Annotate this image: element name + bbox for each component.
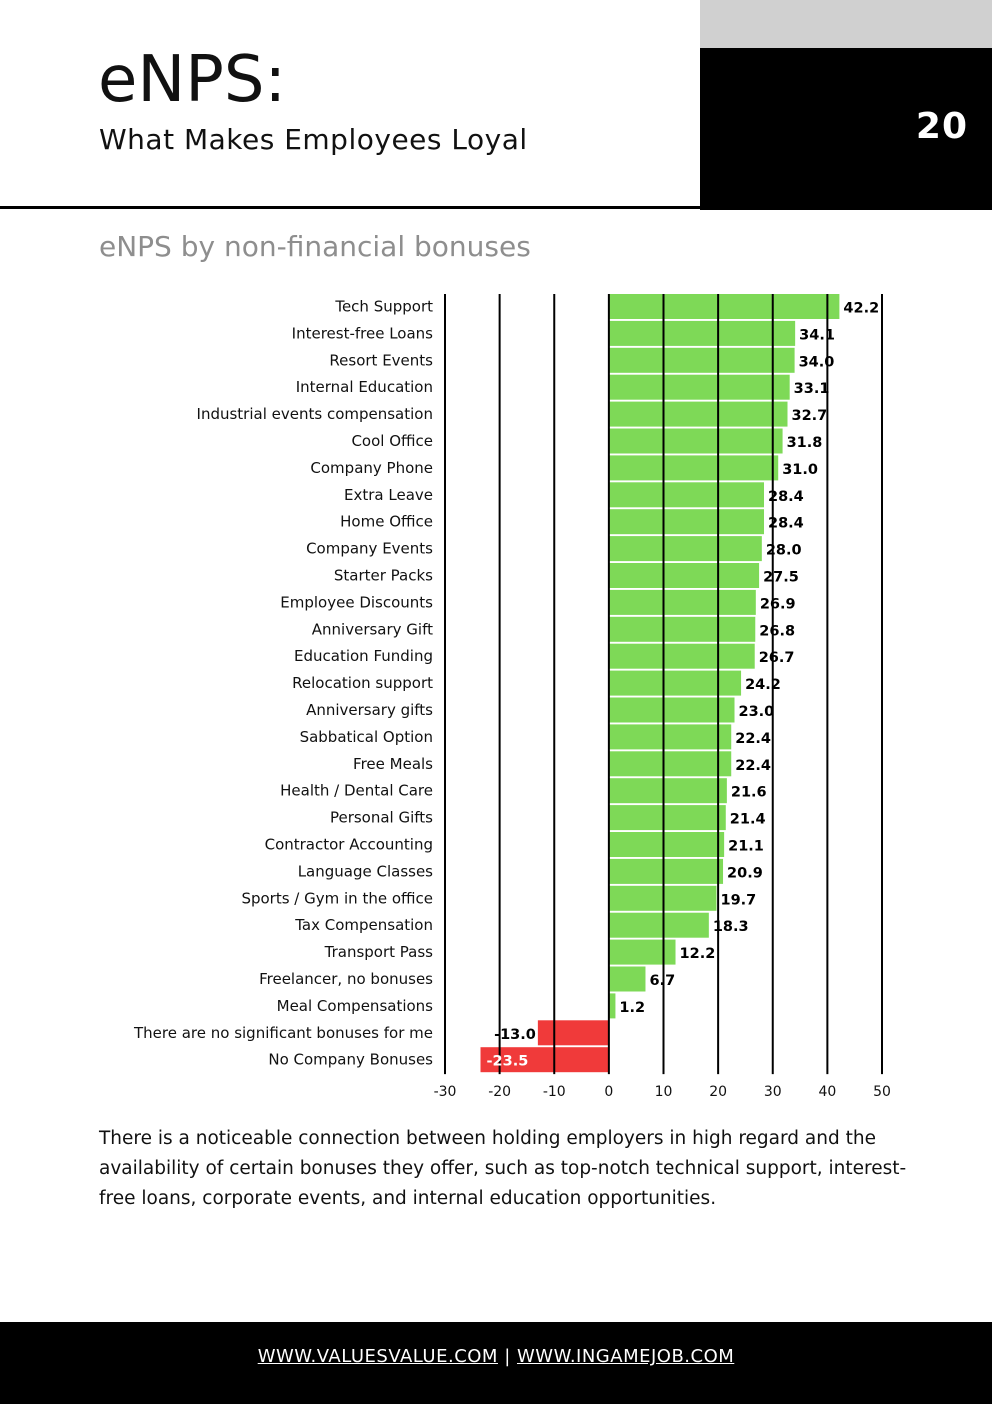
bar-25 bbox=[609, 967, 646, 992]
value-label: 19.7 bbox=[720, 892, 757, 909]
bar-1 bbox=[609, 321, 795, 346]
bar-18 bbox=[609, 778, 727, 803]
bar-4 bbox=[609, 402, 788, 427]
category-label: No Company Bonuses bbox=[268, 1050, 433, 1069]
x-tick-label: 30 bbox=[763, 1084, 782, 1101]
value-label: 18.3 bbox=[712, 919, 749, 936]
bar-6 bbox=[609, 455, 778, 480]
value-label: 34.0 bbox=[798, 354, 835, 371]
bar-12 bbox=[609, 617, 755, 642]
x-tick-label: 0 bbox=[604, 1084, 614, 1101]
value-label: 28.0 bbox=[765, 542, 802, 559]
category-label: Interest-free Loans bbox=[291, 324, 433, 343]
category-label: Tech Support bbox=[335, 297, 433, 316]
value-label: 24.2 bbox=[745, 677, 781, 694]
page-title: eNPS: bbox=[98, 43, 287, 117]
section-title: eNPS by non-financial bonuses bbox=[99, 230, 531, 263]
category-label: Health / Dental Care bbox=[280, 781, 433, 800]
bar-9 bbox=[609, 536, 762, 561]
category-label: Sabbatical Option bbox=[299, 727, 433, 746]
category-label: Extra Leave bbox=[344, 485, 433, 504]
value-label: 21.6 bbox=[730, 784, 767, 801]
header-divider bbox=[0, 206, 700, 209]
category-labels bbox=[133, 298, 433, 1069]
bar-14 bbox=[609, 671, 741, 696]
x-tick-label: 20 bbox=[709, 1084, 728, 1101]
category-label: Company Events bbox=[306, 539, 433, 558]
value-label: 1.2 bbox=[619, 999, 646, 1016]
bar-8 bbox=[609, 509, 764, 534]
category-label: There are no significant bonuses for me bbox=[133, 1023, 433, 1042]
value-label: 26.9 bbox=[759, 596, 796, 613]
bar-3 bbox=[609, 375, 790, 400]
page-number: 20 bbox=[915, 106, 968, 147]
footer-link-ingamejob[interactable]: WWW.INGAMEJOB.COM bbox=[516, 1346, 735, 1367]
category-label: Language Classes bbox=[297, 862, 433, 881]
value-label: -13.0 bbox=[494, 1026, 536, 1043]
summary-paragraph: There is a noticeable connection between holding employers in high regard and the availability of certain bonuses they offer, such as top-notch technical support, interest-free loans, corporate events, and internal education opportunities. bbox=[99, 1128, 907, 1209]
category-label: Company Phone bbox=[310, 458, 433, 477]
category-label: Home Office bbox=[340, 512, 433, 531]
footer-links bbox=[0, 1346, 992, 1367]
value-label: 27.5 bbox=[763, 569, 799, 586]
category-label: Relocation support bbox=[292, 674, 433, 693]
value-label: 26.8 bbox=[759, 623, 796, 640]
category-label: Transport Pass bbox=[324, 943, 433, 962]
value-label: 22.4 bbox=[735, 757, 772, 774]
x-tick-label: 50 bbox=[873, 1084, 891, 1101]
value-label: 23.0 bbox=[738, 704, 775, 720]
bars bbox=[481, 294, 840, 1072]
footer-link-valuesvalue[interactable]: WWW.VALUESVALUE.COM bbox=[257, 1346, 498, 1367]
category-label: Internal Education bbox=[295, 378, 433, 397]
bar-21 bbox=[609, 859, 723, 884]
value-label: 20.9 bbox=[727, 865, 763, 882]
value-label: 31.0 bbox=[782, 461, 818, 478]
value-label: 33.1 bbox=[793, 381, 830, 398]
x-tick-label: -10 bbox=[542, 1084, 566, 1101]
value-label: 34.1 bbox=[799, 327, 835, 344]
footer bbox=[0, 1322, 992, 1404]
value-label: 21.4 bbox=[729, 811, 766, 828]
bar-16 bbox=[609, 724, 731, 749]
bar-2 bbox=[609, 348, 795, 373]
value-label: -23.5 bbox=[486, 1053, 529, 1070]
category-label: Sports / Gym in the office bbox=[241, 889, 433, 908]
value-label: 22.4 bbox=[735, 730, 772, 747]
category-label: Education Funding bbox=[294, 647, 433, 666]
category-label: Employee Discounts bbox=[280, 593, 433, 612]
bar-5 bbox=[609, 429, 783, 454]
value-label: 12.2 bbox=[679, 946, 716, 963]
x-tick-label: 40 bbox=[818, 1084, 837, 1101]
page-subtitle: What Makes Employees Loyal bbox=[99, 123, 528, 156]
bar-7 bbox=[609, 482, 764, 507]
category-label: Starter Packs bbox=[333, 566, 433, 585]
value-label: 42.2 bbox=[843, 300, 880, 317]
category-label: Contractor Accounting bbox=[264, 835, 433, 854]
category-label: Meal Compensations bbox=[276, 996, 433, 1015]
x-tick-label: -20 bbox=[488, 1084, 512, 1101]
bar-10 bbox=[609, 563, 759, 588]
value-label: 26.7 bbox=[758, 650, 795, 667]
category-label: Freelancer, no bonuses bbox=[259, 970, 433, 988]
bar-20 bbox=[609, 832, 724, 857]
category-label: Tax Compensation bbox=[295, 916, 433, 935]
bar-24 bbox=[609, 940, 676, 965]
category-label: Resort Events bbox=[329, 351, 433, 370]
bar-0 bbox=[609, 294, 840, 319]
value-label: 6.7 bbox=[649, 973, 676, 989]
bar-23 bbox=[609, 913, 709, 938]
x-axis-ticks bbox=[434, 1084, 891, 1100]
value-label: 28.4 bbox=[768, 515, 804, 532]
bar-19 bbox=[609, 805, 726, 830]
value-label: 32.7 bbox=[791, 408, 828, 425]
category-label: Personal Gifts bbox=[329, 808, 433, 827]
category-label: Free Meals bbox=[353, 754, 433, 773]
value-label: 28.4 bbox=[768, 488, 804, 505]
bar-17 bbox=[609, 751, 731, 776]
bar-27 bbox=[538, 1020, 609, 1045]
category-label: Cool Office bbox=[351, 432, 433, 450]
header-gray-band bbox=[700, 0, 992, 48]
category-label: Anniversary Gift bbox=[311, 620, 433, 639]
bar-11 bbox=[609, 590, 756, 615]
category-label: Industrial events compensation bbox=[196, 405, 433, 424]
x-tick-label: -30 bbox=[433, 1084, 457, 1101]
bar-13 bbox=[609, 644, 755, 669]
footer-separator: | bbox=[497, 1346, 517, 1367]
category-label: Anniversary gifts bbox=[306, 701, 433, 719]
value-label: 21.1 bbox=[728, 838, 764, 855]
x-tick-label: 10 bbox=[654, 1084, 673, 1101]
bar-15 bbox=[609, 698, 735, 723]
value-label: 31.8 bbox=[786, 435, 823, 451]
enps-bar-chart bbox=[0, 286, 992, 1106]
